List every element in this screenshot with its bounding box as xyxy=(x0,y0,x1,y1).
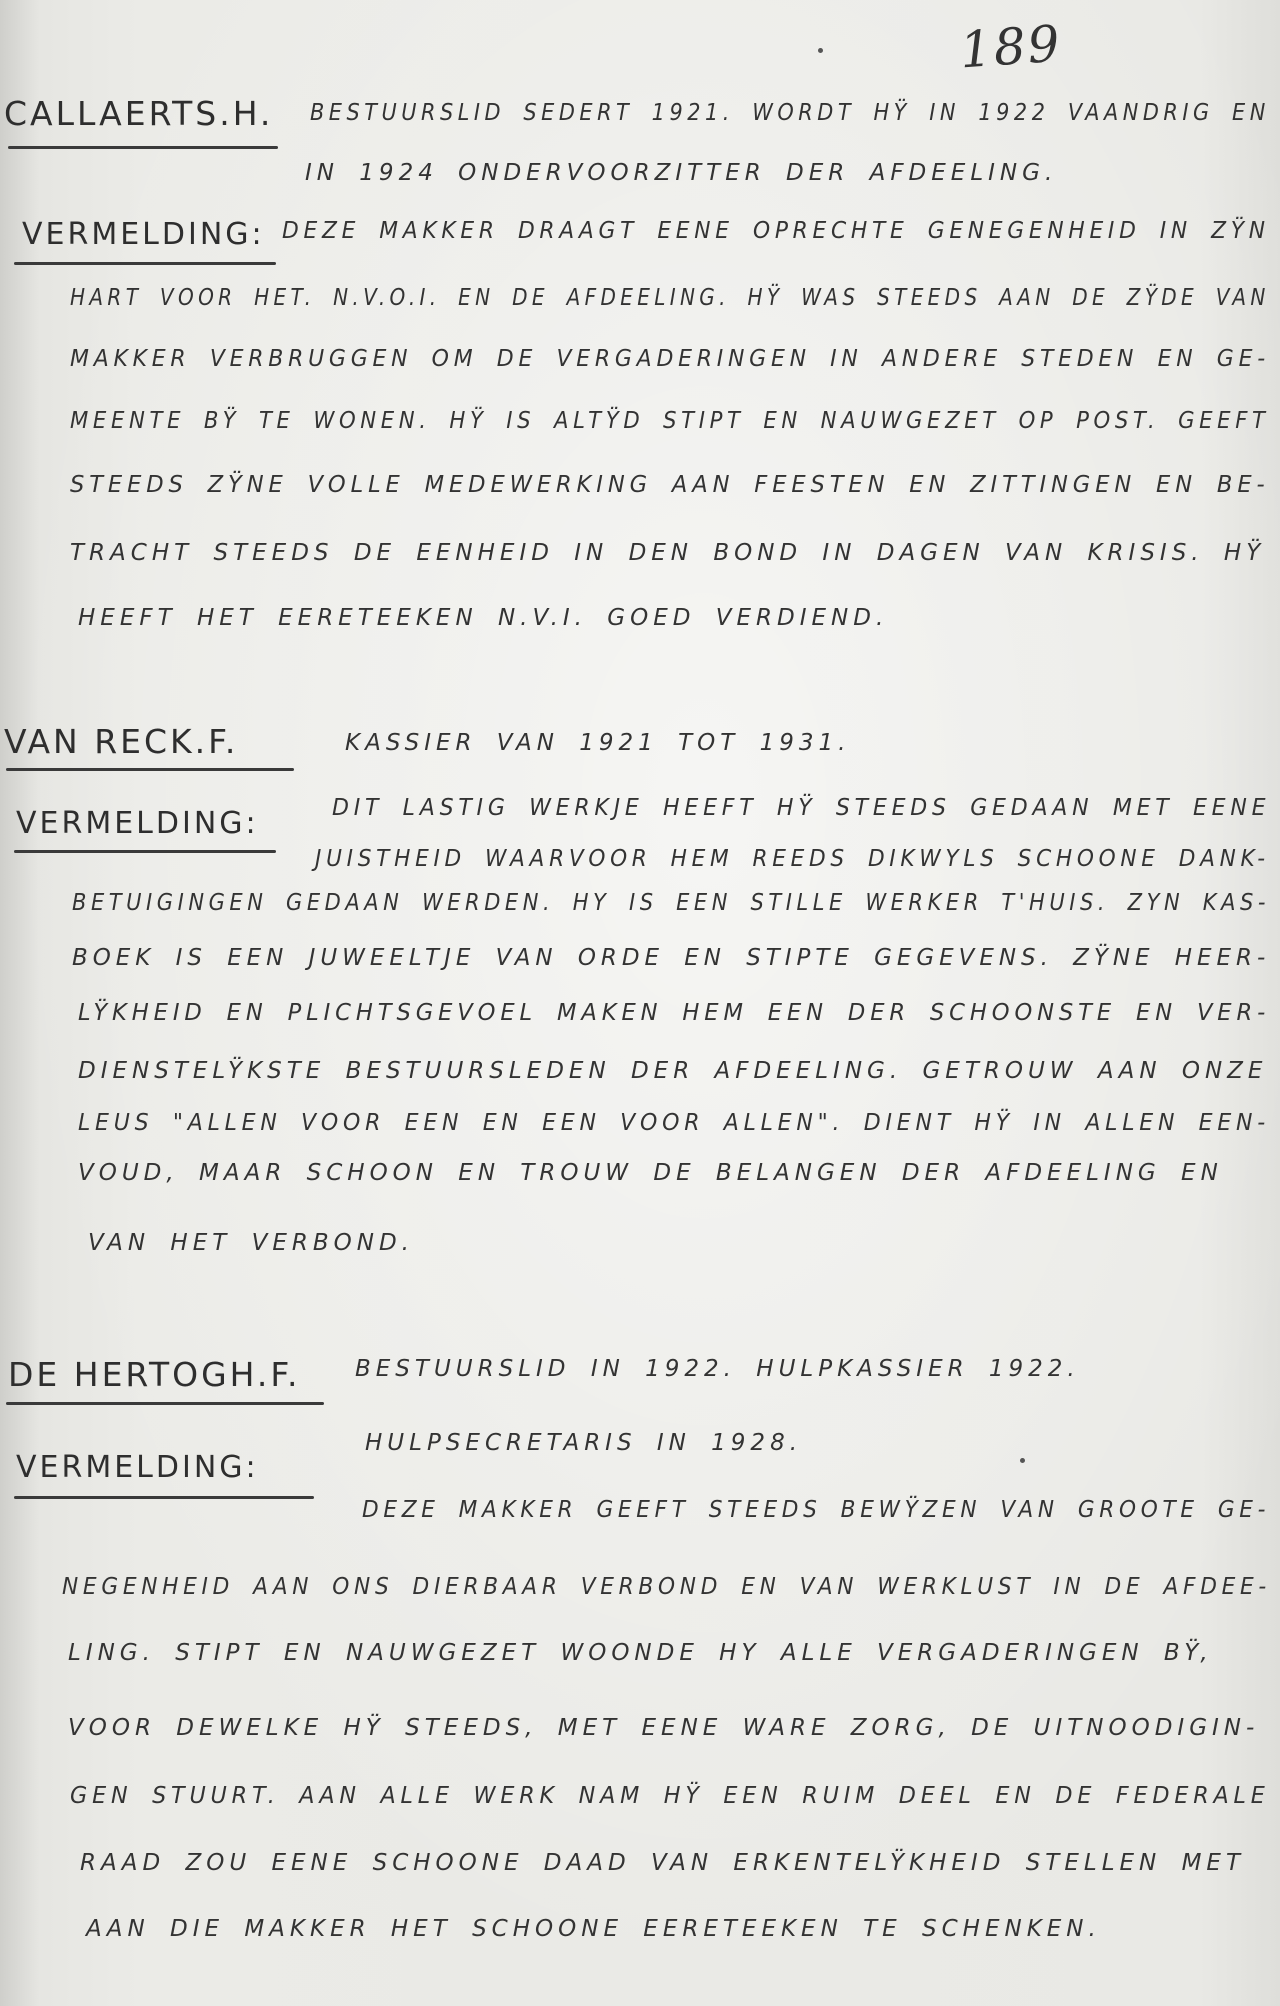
paper-speck xyxy=(1020,1458,1025,1463)
label-underline xyxy=(14,1496,314,1499)
text-line: LŸKHEID EN PLICHTSGEVOEL MAKEN HEM EEN DER SCHOONSTE EN VER- xyxy=(78,1000,1271,1026)
text-line: GEN STUURT. AAN ALLE WERK NAM HŸ EEN RUIM DEEL EN DE FEDERALE xyxy=(70,1783,1270,1809)
member-name: CALLAERTS.H. xyxy=(4,94,274,133)
text-line: DIENSTELŸKSTE BESTUURSLEDEN DER AFDEELING. GETROUW AAN ONZE xyxy=(78,1058,1268,1084)
label-underline xyxy=(14,850,276,853)
vermelding-label: VERMELDING: xyxy=(16,1450,259,1485)
page-number: 189 xyxy=(958,14,1064,80)
text-line: LEUS "ALLEN VOOR EEN EN EEN VOOR ALLEN". DIENT HŸ IN ALLEN EEN- xyxy=(78,1110,1271,1136)
label-underline xyxy=(14,262,276,265)
member-name: VAN RECK.F. xyxy=(4,722,239,761)
role-line: KASSIER VAN 1921 TOT 1931. xyxy=(345,730,851,756)
text-line: VAN HET VERBOND. xyxy=(88,1230,414,1256)
name-underline xyxy=(6,768,294,771)
text-line: AAN DIE MAKKER HET SCHOONE EERETEEKEN TE SCHENKEN. xyxy=(86,1916,1101,1942)
text-line: DEZE MAKKER GEEFT STEEDS BEWŸZEN VAN GROOTE GE- xyxy=(362,1497,1271,1523)
text-line: DIT LASTIG WERKJE HEEFT HŸ STEEDS GEDAAN MET EENE xyxy=(332,795,1271,821)
vermelding-label: VERMELDING: xyxy=(22,217,265,252)
text-line: HART VOOR HET. N.V.O.I. EN DE AFDEELING. HŸ WAS STEEDS AAN DE ZŸDE VAN xyxy=(70,285,1270,311)
text-line: LING. STIPT EN NAUWGEZET WOONDE HY ALLE VERGADERINGEN BŸ, xyxy=(68,1640,1213,1666)
text-line: BETUIGINGEN GEDAAN WERDEN. HY IS EEN STILLE WERKER T'HUIS. ZYN KAS- xyxy=(72,890,1270,916)
name-underline xyxy=(8,146,278,149)
text-line: RAAD ZOU EENE SCHOONE DAAD VAN ERKENTELŸKHEID STELLEN MET xyxy=(80,1850,1245,1876)
text-line: HEEFT HET EERETEEKEN N.V.I. GOED VERDIEND. xyxy=(78,605,889,631)
text-line: BOEK IS EEN JUWEELTJE VAN ORDE EN STIPTE GEGEVENS. ZŸNE HEER- xyxy=(72,945,1271,971)
text-line: MAKKER VERBRUGGEN OM DE VERGADERINGEN IN ANDERE STEDEN EN GE- xyxy=(70,346,1270,372)
text-line: MEENTE BŸ TE WONEN. HŸ IS ALTŸD STIPT EN NAUWGEZET OP POST. GEEFT xyxy=(70,408,1270,434)
text-line: DEZE MAKKER DRAAGT EENE OPRECHTE GENEGENHEID IN ZŸN xyxy=(282,218,1270,244)
member-name: DE HERTOGH.F. xyxy=(8,1355,301,1394)
role-line: IN 1924 ONDERVOORZITTER DER AFDEELING. xyxy=(305,160,1058,186)
text-line: VOUD, MAAR SCHOON EN TROUW DE BELANGEN DER AFDEELING EN xyxy=(78,1160,1223,1186)
text-line: JUISTHEID WAARVOOR HEM REEDS DIKWYLS SCHOONE DANK- xyxy=(315,846,1270,872)
text-line: NEGENHEID AAN ONS DIERBAAR VERBOND EN VAN WERKLUST IN DE AFDEE- xyxy=(62,1574,1271,1600)
vermelding-label: VERMELDING: xyxy=(16,806,259,841)
text-line: VOOR DEWELKE HŸ STEEDS, MET EENE WARE ZORG, DE UITNOODIGIN- xyxy=(68,1715,1260,1741)
name-underline xyxy=(6,1402,324,1405)
role-line: HULPSECRETARIS IN 1928. xyxy=(365,1430,803,1456)
text-line: STEEDS ZŸNE VOLLE MEDEWERKING AAN FEESTEN EN ZITTINGEN EN BE- xyxy=(70,472,1270,498)
role-line: BESTUURSLID IN 1922. HULPKASSIER 1922. xyxy=(355,1356,1080,1382)
paper-speck xyxy=(818,48,823,53)
text-line: TRACHT STEEDS DE EENHEID IN DEN BOND IN DAGEN VAN KRISIS. HŸ xyxy=(70,540,1266,566)
role-line: BESTUURSLID SEDERT 1921. WORDT HŸ IN 1922 VAANDRIG EN xyxy=(310,100,1270,126)
